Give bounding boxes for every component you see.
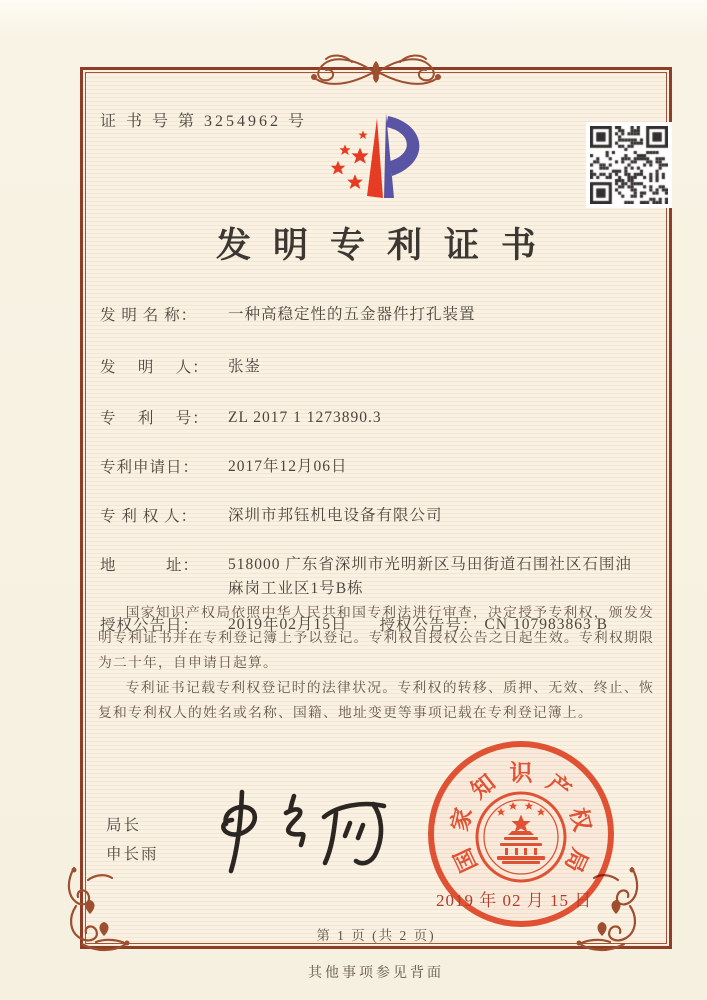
field-value: 深圳市邦钰机电设备有限公司 [228, 507, 443, 525]
field-label: 专 利 号： [100, 410, 209, 428]
field-inventor [100, 355, 640, 379]
field-label: 地 址： [100, 557, 200, 575]
field-patentee [100, 504, 640, 528]
qr-code [586, 122, 672, 208]
back-side-note: 其他事项参见背面 [308, 966, 444, 981]
cnipa-logo [330, 110, 438, 206]
field-value: 2019年02月15日 [228, 616, 348, 634]
certificate-number: 证 书 号 第 3254962 号 [100, 113, 308, 130]
seal-text-ring: 国 家 知 识 产 权 局 [446, 760, 596, 876]
field-label: 发 明 人： [100, 359, 209, 377]
officer-block [106, 812, 159, 869]
field-patent-number [100, 406, 640, 430]
seal-date: 2019 年 02 月 15 日 [436, 891, 593, 910]
page-number: 第 1 页 (共 2 页) [316, 928, 436, 943]
field-value: 518000 广东省深圳市光明新区马田街道石围社区石围油麻岗工业区1号B栋 [228, 556, 632, 598]
director-signature [196, 786, 408, 878]
officer-name: 申长雨 [106, 845, 159, 863]
field-label: 专 利 权 人： [100, 508, 198, 526]
field-invention-name [100, 303, 640, 327]
field-label: 专利申请日： [100, 459, 200, 477]
legal-paragraph-1: 国家知识产权局依照中华人民共和国专利法进行审查，决定授予专利权，颁发发明专利证书并在专利登记簿上予以登记。专利权自授权公告之日起生效。专利权期限为二十年，自申请日起算。 [98, 605, 654, 671]
field-label: 授权公告号： [379, 617, 479, 635]
legal-text-block [98, 600, 654, 726]
legal-paragraph-2: 专利证书记载专利权登记时的法律状况。专利权的转移、质押、无效、终止、恢复和专利权人的姓名或名称、国籍、地址变更等事项记载在专利登记簿上。 [98, 680, 654, 721]
field-address [100, 553, 640, 601]
officer-title: 局长 [106, 817, 142, 834]
field-label: 授权公告日： [100, 617, 200, 635]
certificate-title: 发明专利证书 [215, 226, 558, 265]
field-value: 张崟 [228, 358, 262, 376]
field-label: 发 明 名 称： [100, 307, 198, 324]
field-list [100, 303, 640, 637]
top-flourish-ornament [256, 48, 496, 94]
field-application-date [100, 455, 640, 479]
field-value: CN 107983863 B [484, 616, 608, 634]
field-value: 一种高稳定性的五金器件打孔装置 [228, 306, 476, 323]
field-value: ZL 2017 1 1273890.3 [228, 409, 382, 427]
field-value: 2017年12月06日 [228, 458, 348, 476]
